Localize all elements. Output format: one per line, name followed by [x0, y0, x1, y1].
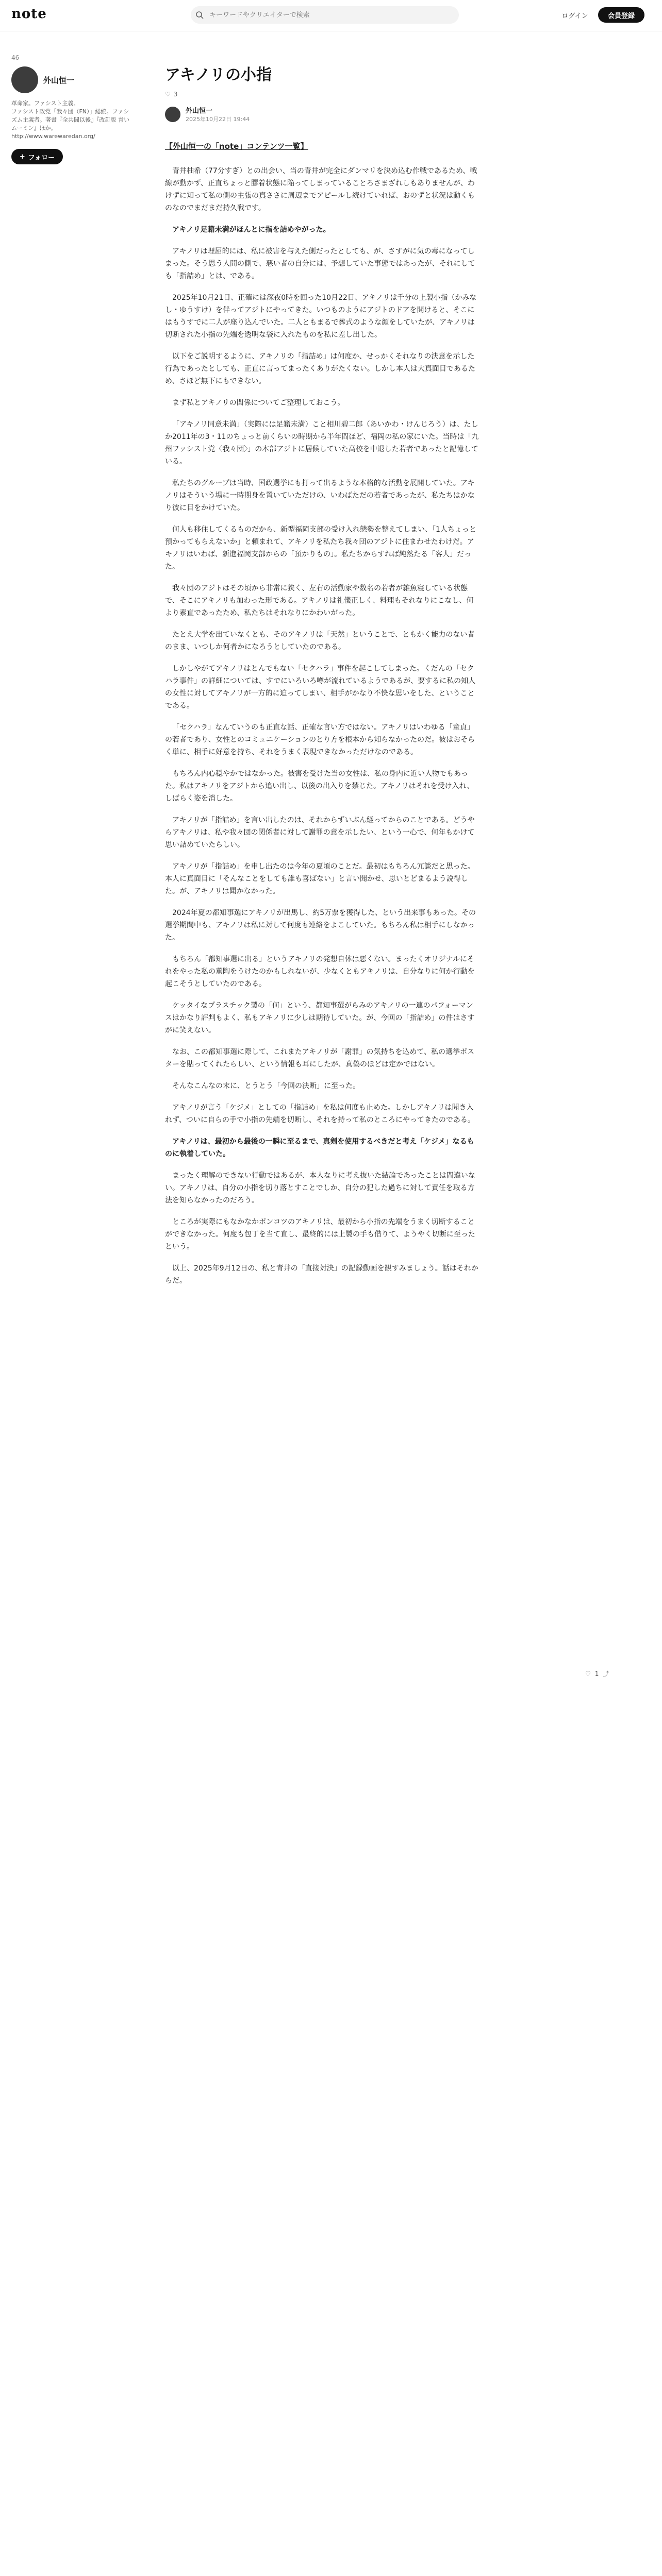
paragraph: ところが実際にもなかなかポンコツのアキノリは、最初から小指の先端をうまく切断することができなかった。何度も包丁を当て直し、最終的には上製の手も借りて、ようやく切断に至ったという。	[165, 1218, 475, 1251]
paragraph: 以下をご説明するように、アキノリの「指詰め」は何度か、せっかくそれなりの決意を示した行為であったとしても、正直に言ってまったくありがたくない。しかし本人は大真面目であるため、さほど無下にもできない。	[165, 352, 475, 385]
search-input[interactable]	[208, 11, 448, 20]
paragraph: 何人も移住してくるものだから、新型福岡支部の受け入れ態勢を整えてしまい、「1人ちょっと預かってもらえないか」と頼まれて、アキノリを私たち我々団のアジトに住まわせたわけだ。アキノリはいわば、新進福岡支部からの「預かりもの」。私たちからすれば純然たる「客人」だった。	[165, 526, 476, 571]
sidebar-count: 46	[11, 54, 20, 61]
sidebar-user[interactable]	[11, 66, 130, 93]
search-icon	[191, 11, 208, 19]
paragraph: アキノリ足籍未満がほんとに指を詰めやがった。	[172, 226, 330, 234]
paragraph: 「セクハラ」なんていうのも正直な話、正確な言い方ではない。アキノリはいわゆる「童貞」の若者であり、女性とのコミュニケーションのとり方を根本から知らなかったのだ。彼はおそらく単に、相手に好意を持ち、それをうまく表現できなかっただけなのである。	[165, 723, 475, 756]
user-bio: 革命家。ファシスト主義。 ファシスト政党「我々団（FN）」総統。ファシズム主義者。著書『全共闘以後』『改訂版 青いムーミン』ほか。 http://www.warewaredan.org/	[11, 100, 129, 140]
heart-icon[interactable]: ♡	[585, 1670, 591, 1677]
signup-button[interactable]: 会員登録	[598, 7, 644, 23]
paragraph: まず私とアキノリの関係についてご整理しておこう。	[172, 399, 345, 407]
likes-row[interactable]	[165, 91, 479, 98]
paragraph: 以上、2025年9月12日の、私と青井の「直接対決」の記録動画を観すみましょう。話はそれからだ。	[165, 1264, 478, 1285]
paragraph: もちろん「都知事選に出る」というアキノリの発想自体は悪くない。まったくオリジナルにそれをやった私の薫陶をうけたのかもしれないが、少なくともアキノリは、自分なりに何か行動を起こそうとしていたのである。	[165, 955, 475, 988]
paragraph: 青井柚希（77分すぎ）との出会い、当の青井が完全にダンマリを決め込む作戦であるため、戦線が動かず、正直ちょっと膠着状態に陥ってしまっていることろさまざれしもありませんが、わけずに知って私の側の主張の真ささに周辺までアピールし続けていれば、おのずと状況は動くものなのでまだまだ持久戦です。	[165, 167, 477, 212]
note-logo[interactable]: note	[11, 6, 47, 22]
paragraph: アキノリが「指詰め」を言い出したのは、それからずいぶん経ってからのことである。どうやらアキノリは、私や我々団の関係者に対して謝罪の意を示したい、という一心で、何年もかけて思い詰めていたらしい。	[165, 816, 475, 849]
follow-icon: +	[19, 152, 25, 161]
post-date: 2025年10月22日 19:44	[186, 116, 250, 123]
paragraph: もちろん内心穏やかではなかった。被害を受けた当の女性は、私の身内に近い人物でもあった。私はアキノリをアジトから追い出し、以後の出入りを禁じた。アキノリはそれを受け入れ、しばらく姿を消した。	[165, 770, 474, 803]
author-name[interactable]: 外山恒一	[186, 107, 213, 115]
paragraph: アキノリが言う「ケジメ」としての「指詰め」を私は何度も止めた。しかしアキノリは聞き入れず、ついに自らの手で小指の先端を切断し、それを持って私のところにやってきたのである。	[165, 1104, 475, 1124]
paragraph: しかしやがてアキノリはとんでもない「セクハラ」事件を起こしてしまった。くだんの「セクハラ事件」の詳細については、すでにいろいろ噂が流れているようであるが、要するに私の知人の女性に対してアキノリが一方的に迫ってしまい、相手がかなり不快な思いをした、ということである。	[165, 665, 476, 710]
floating-actions	[585, 1669, 609, 1678]
paragraph: 私たちのグループは当時、国政選挙にも打って出るような本格的な活動を展開していた。アキノリはそういう場に一時期身を置いていただけの、いわばただの若者であったが、私たちはかなり彼に目をかけていた。	[165, 479, 475, 512]
paragraph: アキノリは理屈的には、私に被害を与えた側だったとしても、が、さすがに気の毒になってしまった。そう思う人間の側で、悪い者の自分には、予想していた事態ではあったが、それにしても「指詰め」とは、である。	[165, 247, 475, 280]
heart-icon[interactable]: ♡	[165, 91, 171, 98]
login-button[interactable]: ログイン	[561, 12, 588, 20]
paragraph: なお、この都知事選に際して、これまたアキノリが「謝罪」の気持ちを込めて、私の選挙ポスターを貼ってくれたらしい、という情報も耳にしたが、真偽のほどは定かではない。	[165, 1048, 475, 1069]
search-box[interactable]	[191, 6, 459, 24]
paragraph: 2024年夏の都知事選にアキノリが出馬し、約5万票を獲得した、という出来事もあった。その選挙期間中も、アキノリは私に対して何度も連絡をよこしていた。もちろん私は相手にしなかった。	[165, 909, 476, 942]
avatar[interactable]	[11, 66, 38, 93]
author-row[interactable]	[165, 105, 479, 123]
paragraph: 2025年10月21日、正確には深夜0時を回った10月22日、アキノリは千分の上製小指（かみなし・ゆうすけ）を伴ってアジトにやってきた。いつものようにアジトのドアを開けると、そこにはもうすでに二人が座り込んでいた。二人ともまるで葬式のような顔をしていたが、アキノリは切断された小指の先端を透明な袋に入れたものを私に差し出した。	[165, 294, 477, 339]
paragraph: 我々団のアジトはその頃から非常に狭く、左右の活動家や数名の若者が雑魚寝している状態で、そこにアキノリも加わった形である。アキノリは礼儀正しく、料理もそれなりにこなし、何より素直であったため、私たちはそれなりにかわいがった。	[165, 584, 474, 617]
paragraph: ケッタイなプラスチック製の「何」という、都知事選がらみのアキノリの一連のパフォーマンスはかなり評判もよく、私もアキノリに少しは期待していた。が、今回の「指詰め」の件はさすがに笑えない。	[165, 1002, 475, 1035]
article-title: アキノリの小指	[165, 66, 272, 84]
like-count: 3	[173, 91, 178, 98]
paragraph: 「アキノリ同意未満」（実際には足籍未満）こと相川碧二郎（あいかわ・けんじろう）は、たしか2011年の3・11のちょっと前くらいの時期から半年間ほど、福岡の私の家にいた。当時は「九州ファシスト党〈我々団〉」の本部アジトに居候していた高校を中退した若者であったと記憶している。	[165, 420, 479, 466]
top-bar	[0, 0, 662, 31]
sidebar	[11, 54, 130, 164]
author-avatar[interactable]	[165, 107, 180, 122]
paragraph: まったく理解のできない行動ではあるが、本人なりに考え抜いた結論であったことは間違いない。アキノリは、自分の小指を切り落とすことでしか、自分の犯した過ちに対して責任を取る方法を知らなかったのだろう。	[165, 1172, 475, 1205]
share-icon[interactable]: ⤴	[603, 1670, 609, 1677]
paragraph: アキノリは、最初から最後の一瞬に至るまで、真剣を使用するべきだと考え「ケジメ」なるものに執着していた。	[165, 1138, 474, 1158]
follow-label: フォロー	[28, 154, 55, 162]
floating-like-count: 1	[594, 1670, 599, 1677]
paragraph: アキノリが「指詰め」を申し出たのは今年の夏頃のことだ。最初はもちろん冗談だと思った。本人に真面目に「そんなことをしても誰も喜ばない」と言い聞かせ、思いとどまるよう説得した。が、アキノリは聞かなかった。	[165, 862, 475, 895]
paragraph: そんなこんなの末に、とうとう「今回の決断」に至った。	[172, 1082, 360, 1090]
paragraph: たとえ大学を出ていなくとも、そのアキノリは「天然」ということで、ともかく能力のない者のまま、いつしか何者かになろうとしていたのである。	[165, 631, 475, 651]
article	[165, 62, 479, 1296]
follow-button[interactable]	[11, 149, 63, 164]
series-link[interactable]: 【外山恒一の「note」コンテンツ一覧】	[165, 142, 308, 151]
user-name[interactable]: 外山恒一	[43, 75, 75, 85]
